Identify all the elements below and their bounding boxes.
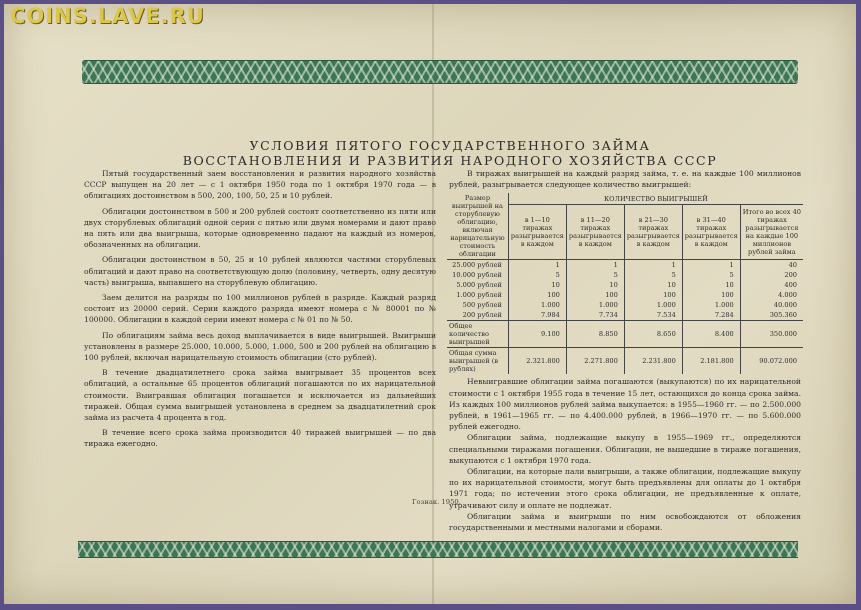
cell: 2.231.800 bbox=[624, 348, 682, 375]
right-paragraph: Облигации займа, подлежащие выкупу в 1955—1969 гг., определяются специальными тиражами погашения. Облигации, не вышедшие в тираже погашения, выкупаются с 1 октября 1970 года. bbox=[449, 433, 801, 465]
cell: 10 bbox=[624, 280, 682, 290]
cell: 350.000 bbox=[740, 321, 803, 348]
cell: 1 bbox=[624, 260, 682, 271]
table-row bbox=[447, 270, 803, 280]
guilloche-band-top bbox=[82, 60, 798, 84]
cell: 10 bbox=[508, 280, 566, 290]
left-paragraph: Пятый государственный заем восстановления и развития народного хозяйства СССР выпущен на 20 лет — с 1 октября 1950 года по 1 октября 1970 года — в облигациях достоинством в 500, 200, 100, 50, 25 и 10 рублей. bbox=[84, 169, 436, 201]
row-label: 200 рублей bbox=[462, 311, 502, 320]
cell: 1.000 bbox=[566, 300, 624, 310]
right-paragraph: Невыигравшие облигации займа погашаются (выкупаются) по их нарицательной стоимости с 1 октября 1955 года в течение 15 лет, остающихся до конца срока займа. Из каждых 100 миллионов рублей займа выкупается: в 1955—1960 гг. — по 2.500.000 рублей, в 1961—1965 гг. — по 4.400.000 рублей, в 1966—1970 гг. — по 5.600.000 рублей ежегодно. bbox=[449, 377, 801, 432]
prize-table bbox=[447, 193, 803, 374]
table-row bbox=[447, 310, 803, 321]
cell: 8.400 bbox=[682, 321, 740, 348]
row-label: 1.000 рублей bbox=[456, 291, 502, 300]
row-label: 500 рублей bbox=[462, 301, 502, 310]
col-header: в 1—10 тиражах разыгрывается в каждом bbox=[508, 205, 566, 260]
left-paragraph: В течение двадцатилетнего срока займа выигрывает 35 процентов всех облигаций, а остальные 65 процентов облигаций погашаются по их нарицательной стоимости. Выигравшая облигация погашается и исключается из дальнейших тиражей. Общая сумма выигрышей установлена в среднем за двадцатилетний срок займа из расчета 4 процента в год. bbox=[84, 368, 436, 423]
right-column bbox=[449, 168, 801, 533]
col-header: в 21—30 тиражах разыгрывается в каждом bbox=[624, 205, 682, 260]
site-watermark: COINS.LAVE.RU bbox=[10, 4, 205, 28]
row-label: Общее количество выигрышей bbox=[447, 321, 508, 348]
right-paragraph: Облигации, на которые пали выигрыши, а также облигации, подлежащие выкупу по их нарицательной стоимости, могут быть предъявлены для оплаты до 1 октября 1971 года; по истечении этого срока облигации, не предъявленные к оплате, утрачивают силу и оплате не подлежат. bbox=[449, 467, 801, 510]
cell: 1.000 bbox=[682, 300, 740, 310]
cell: 2.321.800 bbox=[508, 348, 566, 375]
cell: 1.000 bbox=[624, 300, 682, 310]
left-column bbox=[84, 168, 436, 454]
cell: 1 bbox=[508, 260, 566, 271]
col-header-group: КОЛИЧЕСТВО ВЫИГРЫШЕЙ bbox=[508, 193, 803, 204]
cell: 5 bbox=[508, 270, 566, 280]
left-paragraph: По облигациям займа весь доход выплачивается в виде выигрышей. Выигрыши установлены в размере 25.000, 10.000, 5.000, 1.000, 500 и 200 рублей на облигацию в 100 рублей, включая нарицательную стоимость облигации (сто рублей). bbox=[84, 330, 436, 363]
title-line-1: УСЛОВИЯ ПЯТОГО ГОСУДАРСТВЕННОГО ЗАЙМА bbox=[249, 138, 651, 153]
cell: 10 bbox=[566, 280, 624, 290]
table-row bbox=[447, 290, 803, 300]
left-paragraph: Заем делится на разряды по 100 миллионов рублей в разряде. Каждый разряд состоит из 20000 серий. Серии каждого разряда имеют номера с № 80001 по № 100000. Облигации в каждой серии имеют номера с № 01 по № 50. bbox=[84, 293, 436, 325]
cell: 5 bbox=[566, 270, 624, 280]
cell: 7.734 bbox=[566, 310, 624, 321]
col-header: в 11—20 тиражах разыгрывается в каждом bbox=[566, 205, 624, 260]
table-row bbox=[447, 300, 803, 310]
document-title bbox=[150, 138, 750, 168]
cell: 8.650 bbox=[624, 321, 682, 348]
row-label: Общая сумма выигрышей (в рублях) bbox=[447, 348, 508, 375]
cell: 305.360 bbox=[740, 310, 803, 321]
cell: 400 bbox=[740, 280, 803, 290]
title-line-2: ВОССТАНОВЛЕНИЯ И РАЗВИТИЯ НАРОДНОГО ХОЗЯЙСТВА СССР bbox=[182, 153, 718, 168]
cell: 7.534 bbox=[624, 310, 682, 321]
cell: 40.000 bbox=[740, 300, 803, 310]
right-paragraph: Облигации займа и выигрыши по ним освобождаются от обложения государственными и местными налогами и сборами. bbox=[449, 511, 801, 533]
cell: 200 bbox=[740, 270, 803, 280]
cell: 2.181.800 bbox=[682, 348, 740, 375]
col-header: Итого во всех 40 тиражах разыгрывается на каждые 100 миллионов рублей займа bbox=[740, 205, 803, 260]
col-header-prize-size: Размер выигрышей на сторублевую облигацию, включая нарицательную стоимость облигации bbox=[447, 193, 508, 260]
cell: 10 bbox=[682, 280, 740, 290]
table-row bbox=[447, 280, 803, 290]
row-label: 10.000 рублей bbox=[452, 271, 502, 280]
cell: 40 bbox=[740, 260, 803, 271]
row-label: 5.000 рублей bbox=[456, 281, 502, 290]
guilloche-band-bottom bbox=[78, 541, 798, 558]
printer-imprint: Гознак. 1950. bbox=[412, 498, 461, 506]
cell: 1 bbox=[682, 260, 740, 271]
cell: 1.000 bbox=[508, 300, 566, 310]
left-paragraph: Облигации достоинством в 50, 25 и 10 рублей являются частями сторублевых облигаций и дают право на соответствующую долю (половину, четверть, одну десятую часть) выигрыша, выпавшего на сторублевую облигацию. bbox=[84, 255, 436, 287]
cell: 90.072.000 bbox=[740, 348, 803, 375]
cell: 1 bbox=[566, 260, 624, 271]
cell: 100 bbox=[508, 290, 566, 300]
left-paragraph: В течение всего срока займа производится 40 тиражей выигрышей — по два тиража ежегодно. bbox=[84, 428, 436, 449]
cell: 100 bbox=[566, 290, 624, 300]
left-paragraph: Облигации достоинством в 500 и 200 рублей состоят соответственно из пяти или двух сторублевых облигаций одной серии с пятью или двумя номерами и дают право на пять или два выигрыша, которые одновременно падают на каждый из номеров, обозначенных на облигации. bbox=[84, 206, 436, 250]
table-row-total-sum bbox=[447, 348, 803, 375]
cell: 9.100 bbox=[508, 321, 566, 348]
table-row-total-count bbox=[447, 321, 803, 348]
row-label: 25.000 рублей bbox=[452, 261, 502, 270]
cell: 7.984 bbox=[508, 310, 566, 321]
cell: 2.271.800 bbox=[566, 348, 624, 375]
col-header: в 31—40 тиражах разыгрывается в каждом bbox=[682, 205, 740, 260]
cell: 5 bbox=[682, 270, 740, 280]
cell: 100 bbox=[624, 290, 682, 300]
cell: 4.000 bbox=[740, 290, 803, 300]
cell: 8.850 bbox=[566, 321, 624, 348]
table-intro: В тиражах выигрышей на каждый разряд займа, т. е. на каждые 100 миллионов рублей, разыгрывается следующее количество выигрышей: bbox=[449, 169, 801, 190]
table-row bbox=[447, 260, 803, 271]
cell: 7.284 bbox=[682, 310, 740, 321]
cell: 100 bbox=[682, 290, 740, 300]
cell: 5 bbox=[624, 270, 682, 280]
